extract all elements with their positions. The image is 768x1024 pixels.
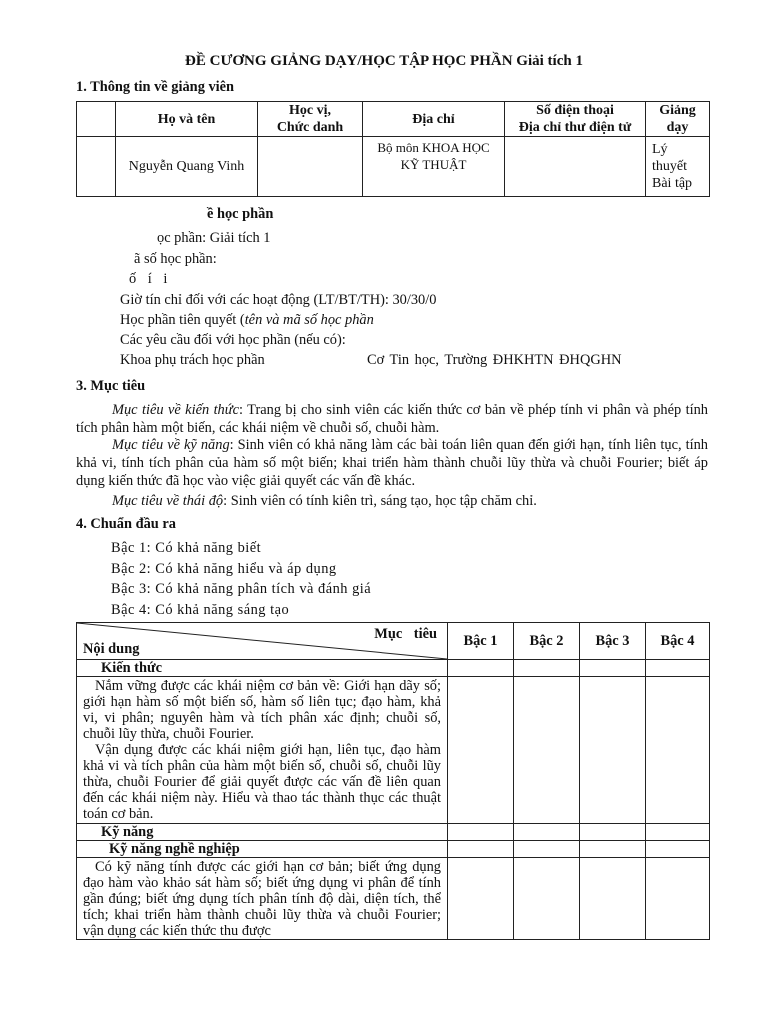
- teaching-line2: Bài tập: [652, 176, 693, 191]
- empty-cell: [448, 858, 514, 940]
- header-address: Địa chỉ: [363, 102, 505, 137]
- header-contact-line2: Địa chỉ thư điện tử: [518, 120, 632, 135]
- lecturer-table-header: [77, 102, 710, 137]
- header-contact-line1: Số điện thoại: [536, 103, 614, 118]
- outcomes-header-row: [77, 623, 710, 660]
- empty-cell: [514, 824, 580, 841]
- empty-cell: [580, 841, 646, 858]
- empty-cell: [580, 660, 646, 677]
- attitude-objective-text: : Sinh viên có tính kiên trì, sáng tạo, học tập chăm chỉ.: [223, 493, 537, 509]
- level-4-header: Bậc 4: [646, 623, 710, 660]
- skills-heading-row: [77, 824, 710, 841]
- empty-cell: [514, 858, 580, 940]
- knowledge-paragraph-2: Vận dụng được các khái niệm giới hạn, liên tục, đạo hàm khả vi và tích phân của hàm một biến số, chuỗi số, chuỗi lũy thừa, chuỗi Fourier để giải quyết được các vấn đề liên quan đến các khái niệm này. Hiểu và thao tác thành thục các thuật toán cơ bản.: [83, 742, 441, 822]
- empty-cell: [646, 677, 710, 824]
- header-contact: [505, 102, 646, 137]
- knowledge-paragraph-1: Nắm vững được các khái niệm cơ bản về: Giới hạn dãy số; giới hạn hàm số một biến số, hàm số liên tục; đạo hàm, khả vi, vi phân; nguyên hàm và tích phân xác định; chuỗi số, chuỗi lũy thừa, chuỗi Fourier.: [83, 678, 441, 742]
- prerequisite-line: [120, 311, 374, 329]
- section-4-heading: 4. Chuẩn đầu ra: [76, 516, 176, 532]
- header-degree-line2: Chức danh: [276, 120, 344, 135]
- section-2-heading: ề học phần: [207, 206, 274, 222]
- empty-cell: [646, 841, 710, 858]
- credits-line: ố í i: [129, 271, 168, 287]
- lecturer-table: [76, 101, 710, 197]
- attitude-objective: [76, 492, 708, 510]
- empty-cell: [448, 841, 514, 858]
- header-degree-line1: Học vị,: [289, 103, 331, 118]
- level-3-item: Bậc 3: Có khả năng phân tích và đánh giá: [111, 581, 372, 597]
- course-code-line: ã số học phần:: [134, 251, 217, 267]
- empty-cell: [514, 841, 580, 858]
- lecturer-row: [77, 137, 710, 197]
- prerequisite-prefix: Học phần tiên quyết (: [120, 312, 245, 328]
- lecturer-contact: [505, 137, 646, 197]
- lecturer-name: Nguyễn Quang Vinh: [116, 137, 258, 197]
- section-3-heading: 3. Mục tiêu: [76, 378, 146, 394]
- header-name: Họ và tên: [116, 102, 258, 137]
- empty-cell: [77, 102, 116, 137]
- department-label: Khoa phụ trách học phần: [120, 352, 265, 368]
- address-line1: Bộ môn KHOA HỌC: [377, 140, 490, 155]
- knowledge-objective: [76, 401, 708, 437]
- teaching-line1: Lý thuyết: [652, 142, 687, 174]
- empty-cell: [514, 677, 580, 824]
- header-teaching: Giảng dạy: [646, 102, 710, 137]
- empty-cell: [448, 677, 514, 824]
- section-1-heading: 1. Thông tin về giảng viên: [76, 79, 235, 95]
- empty-cell: [514, 660, 580, 677]
- level-2-item: Bậc 2: Có khả năng hiểu và áp dụng: [111, 561, 337, 577]
- level-2-header: Bậc 2: [514, 623, 580, 660]
- empty-cell: [646, 858, 710, 940]
- skills-content-row: [77, 858, 710, 940]
- level-3-header: Bậc 3: [580, 623, 646, 660]
- hours-line: Giờ tín chỉ đối với các hoạt động (LT/BT/TH): 30/30/0: [120, 292, 437, 308]
- diagonal-header-cell: [77, 623, 448, 660]
- professional-skills-heading: Kỹ năng nghề nghiệp: [77, 841, 448, 858]
- content-label: Nội dung: [83, 641, 140, 657]
- skills-paragraph-1: Có kỹ năng tính được các giới hạn cơ bản; biết ứng dụng đạo hàm vào khảo sát hàm số; biết ứng dụng vi phân để tính gần đúng; biết ứng dụng tích phân tính độ dài, diện tích, thể tích; khai triển hàm thành chuỗi lũy thừa và chuỗi Fourier; vận dụng các kiến thức thu được: [83, 859, 441, 939]
- knowledge-objective-label: Mục tiêu về kiến thức: [112, 402, 239, 418]
- professional-skills-row: [77, 841, 710, 858]
- skill-objective-text: : Sinh viên có khả năng làm các bài toán liên quan đến giới hạn, tính liên tục, tính khả vi, tính tích phân của hàm số một biến; khai triển hàm thành chuỗi lũy thừa và chuỗi Fourier; biết áp dụng kiến thức đã học vào việc giải quyết các vấn đề khác.: [76, 437, 708, 489]
- skills-content: [77, 858, 448, 940]
- skills-heading: Kỹ năng: [77, 824, 448, 841]
- prerequisite-italic: tên và mã số học phần: [244, 312, 374, 328]
- knowledge-heading: Kiến thức: [77, 660, 448, 677]
- knowledge-objective-text: : Trang bị cho sinh viên các kiến thức cơ bản về phép tính vi phân và phép tính tích phân hàm một biến, các khái niệm về chuỗi số, chuỗi hàm.: [76, 402, 708, 436]
- knowledge-content-row: [77, 677, 710, 824]
- empty-cell: [448, 660, 514, 677]
- empty-cell: [448, 824, 514, 841]
- course-name-line: ọc phần: Giải tích 1: [157, 230, 271, 246]
- level-1-header: Bậc 1: [448, 623, 514, 660]
- target-label: Mục tiêu: [374, 626, 437, 642]
- empty-cell: [646, 660, 710, 677]
- address-line2: KỸ THUẬT: [400, 157, 467, 172]
- department-value: Cơ Tin học, Trường ĐHKHTN ĐHQGHN: [367, 352, 622, 368]
- empty-cell: [580, 824, 646, 841]
- level-4-item: Bậc 4: Có khả năng sáng tạo: [111, 602, 290, 618]
- lecturer-address: [363, 137, 505, 197]
- knowledge-content: [77, 677, 448, 824]
- knowledge-heading-row: [77, 660, 710, 677]
- lecturer-degree: [258, 137, 363, 197]
- level-1-item: Bậc 1: Có khả năng biết: [111, 540, 262, 556]
- lecturer-teaching: [646, 137, 710, 197]
- header-degree: [258, 102, 363, 137]
- empty-cell: [580, 677, 646, 824]
- empty-cell: [580, 858, 646, 940]
- empty-cell: [77, 137, 116, 197]
- empty-cell: [646, 824, 710, 841]
- skill-objective: [76, 436, 708, 490]
- attitude-objective-label: Mục tiêu về thái độ: [112, 493, 224, 509]
- document-title: ĐỀ CƯƠNG GIẢNG DẠY/HỌC TẬP HỌC PHẦN Giải tích 1: [185, 53, 583, 69]
- skill-objective-label: Mục tiêu về kỹ năng: [112, 437, 230, 453]
- other-requirements-line: Các yêu cầu đối với học phần (nếu có):: [120, 332, 346, 348]
- outcomes-table: [76, 622, 710, 940]
